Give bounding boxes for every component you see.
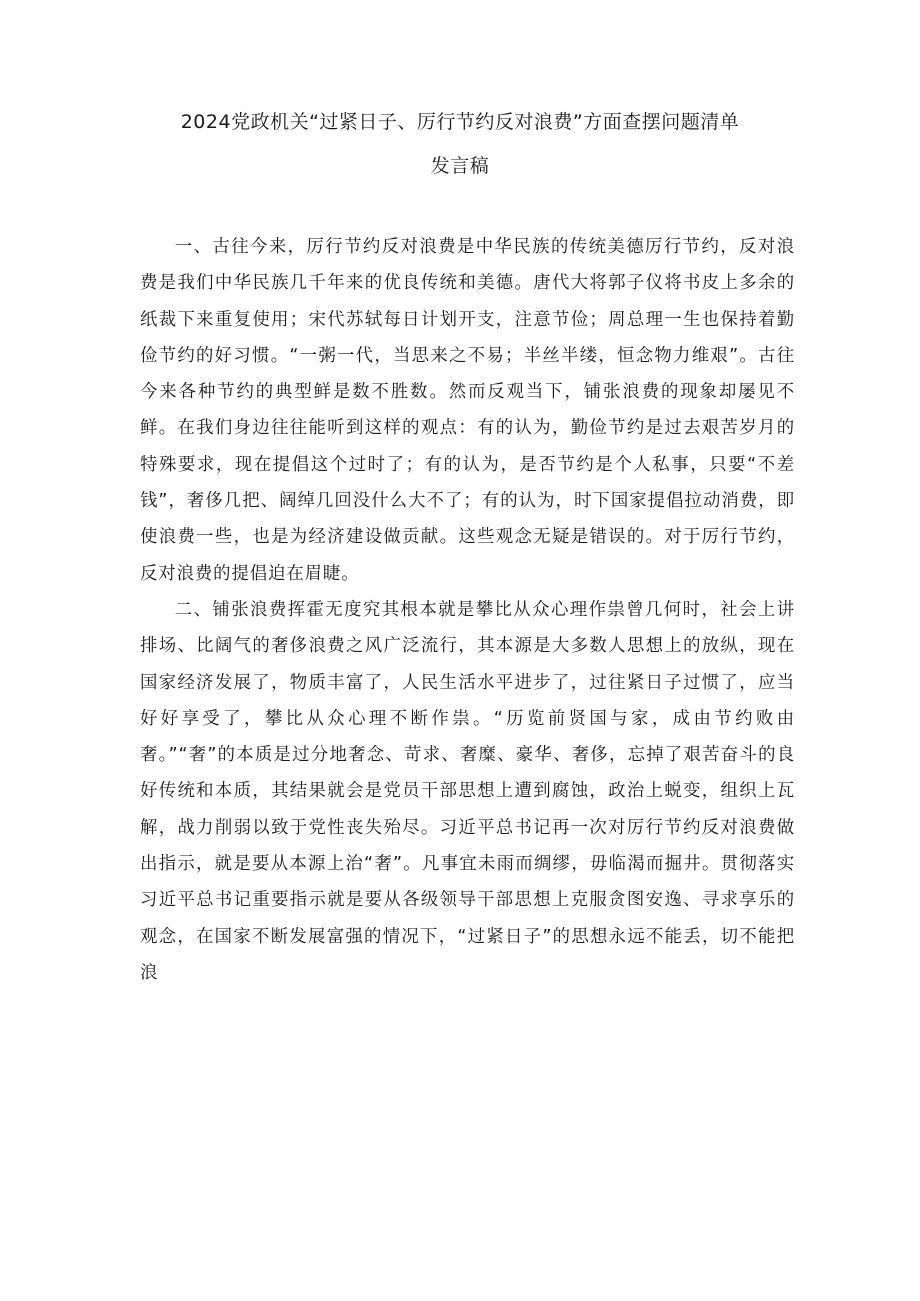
title-line-1: 2024党政机关“过紧日子、厉行节约反对浪费”方面查摆问题清单: [180, 111, 740, 133]
document-title: [120, 100, 800, 188]
document-body: [140, 229, 795, 991]
paragraph-2: 二、铺张浪费挥霍无度究其根本就是攀比从众心理作祟曾几何时，社会上讲排场、比阔气的奢侈浪费之风广泛流行，其本源是大多数人思想上的放纵，现在国家经济发展了，物质丰富了，人民生活水平进步了，过往紧日子过惯了，应当好好享受了，攀比从众心理不断作祟。“历览前贤国与家，成由节约败由奢。”“奢”的本质是过分地奢念、苛求、奢糜、豪华、奢侈，忘掉了艰苦奋斗的良好传统和本质，其结果就会是党员干部思想上遭到腐蚀，政治上蜕变，组织上瓦解，战力削弱以致于党性丧失殆尽。习近平总书记再一次对厉行节约反对浪费做出指示，就是要从本源上治“奢”。凡事宜未雨而绸缪，毋临渴而掘井。贯彻落实习近平总书记重要指示就是要从各级领导干部思想上克服贪图安逸、寻求享乐的观念，在国家不断发展富强的情况下，“过紧日子”的思想永远不能丢，切不能把浪: [140, 599, 795, 983]
title-line-2: 发言稿: [430, 155, 490, 177]
paragraph-1: 一、古往今来，厉行节约反对浪费是中华民族的传统美德厉行节约，反对浪费是我们中华民族几千年来的优良传统和美德。唐代大将郭子仪将书皮上多余的纸裁下来重复使用；宋代苏轼每日计划开支，注意节俭；周总理一生也保持着勤俭节约的好习惯。“一粥一代，当思来之不易；半丝半缕，恒念物力维艰”。古往今来各种节约的典型鲜是数不胜数。然而反观当下，铺张浪费的现象却屡见不鲜。在我们身边往往能听到这样的观点：有的认为，勤俭节约是过去艰苦岁月的特殊要求，现在提倡这个过时了；有的认为，是否节约是个人私事，只要“不差钱”，奢侈几把、阔绰几回没什么大不了；有的认为，时下国家提倡拉动消费，即使浪费一些，也是为经济建设做贡献。这些观念无疑是错误的。对于厉行节约，反对浪费的提倡迫在眉睫。: [140, 237, 795, 584]
